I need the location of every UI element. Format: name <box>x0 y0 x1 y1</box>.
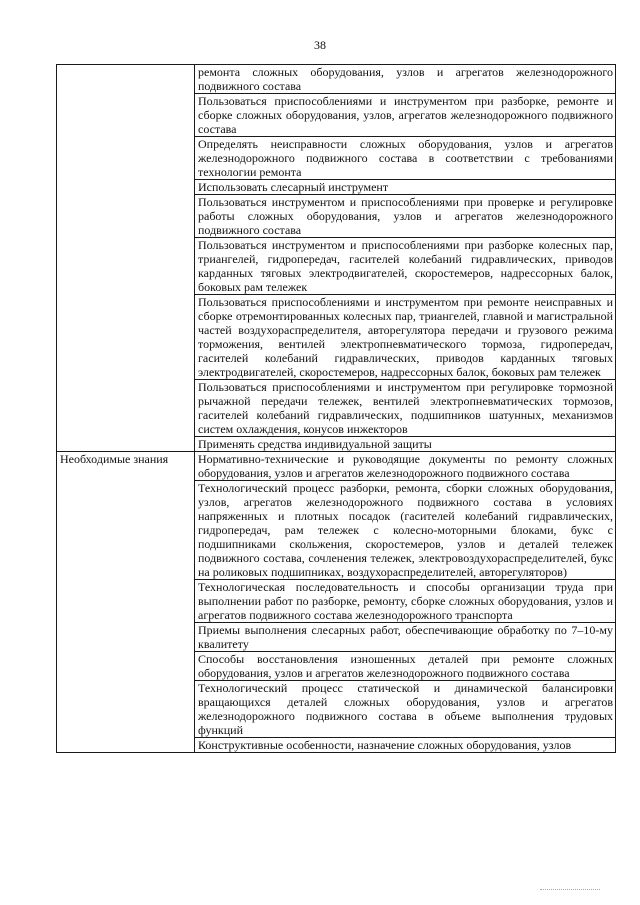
requirement-item: Пользоваться приспособлениями и инструментом при регулировке тормозной рычажной передачи тележек, вентилей электропневматических тормозов, гасителей колебаний гидравлических, подшипников шатунных, механизмов систем охлаждения, конусов инжекторов <box>195 380 616 437</box>
requirement-item: Технологический процесс статической и динамической балансировки вращающихся деталей сложных оборудования, узлов и агрегатов железнодорожного подвижного состава в объеме выполнения трудовых функций <box>195 681 616 738</box>
section-label <box>57 65 195 452</box>
competency-table <box>56 64 616 753</box>
requirement-item: Конструктивные особенности, назначение сложных оборудования, узлов <box>195 738 616 753</box>
requirement-item: Технологическая последовательность и способы организации труда при выполнении работ по разборке, ремонту, сборке сложных оборудования, узлов и агрегатов подвижного состава железнодорожного транспорта <box>195 580 616 623</box>
section-label: Необходимые знания <box>57 452 195 753</box>
requirement-item: Приемы выполнения слесарных работ, обеспечивающие обработку по 7–10-му квалитету <box>195 623 616 652</box>
requirement-item: Технологический процесс разборки, ремонта, сборки сложных оборудования, узлов, агрегатов железнодорожного подвижного состава в условиях напряженных и плотных посадок (гасителей колебаний гидравлических, гидропередач, рам тележек с колесно-моторными блоками, букс с подшипниками скольжения, скоростемеров, узлов и деталей тележек подвижного состава, сочленения тележек, электровоздухораспределителей, букс на роликовых подшипниках, воздухораспределителей, авторегуляторов) <box>195 481 616 580</box>
table-row <box>57 65 616 94</box>
requirement-item: Пользоваться инструментом и приспособлениями при разборке колесных пар, триангелей, гидропередач, гасителей колебаний гидравлических, приводов карданных тяговых электродвигателей, скоростемеров, надрессорных балок, боковых рам тележек <box>195 238 616 295</box>
table-row <box>57 452 616 481</box>
requirement-item: Пользоваться инструментом и приспособлениями при проверке и регулировке работы сложных оборудования, узлов и агрегатов железнодорожного подвижного состава <box>195 195 616 238</box>
requirement-item: Способы восстановления изношенных деталей при ремонте сложных оборудования, узлов и агрегатов железнодорожного подвижного состава <box>195 652 616 681</box>
requirement-item: Пользоваться приспособлениями и инструментом при ремонте неисправных и сборке отремонтированных колесных пар, триангелей, главной и магистральной частей воздухораспределителя, авторегулятора передачи и грузового режима торможения, вентилей электропневматического тормоза, гидропередач, гасителей колебаний гидравлических, приводов карданных тяговых электродвигателей, скоростемеров, надрессорных балок, боковых рам тележек <box>195 295 616 380</box>
scan-artifact <box>540 889 600 891</box>
requirement-item: Нормативно-технические и руководящие документы по ремонту сложных оборудования, узлов и агрегатов железнодорожного подвижного состава <box>195 452 616 481</box>
competency-table-body <box>57 65 616 753</box>
requirement-item: Определять неисправности сложных оборудования, узлов и агрегатов железнодорожного подвижного состава в соответствии с требованиями технологии ремонта <box>195 137 616 180</box>
page-number: 38 <box>314 38 326 52</box>
requirement-item: Применять средства индивидуальной защиты <box>195 437 616 452</box>
requirement-item: Использовать слесарный инструмент <box>195 180 616 195</box>
requirement-item: ремонта сложных оборудования, узлов и агрегатов железнодорожного подвижного состава <box>195 65 616 94</box>
requirement-item: Пользоваться приспособлениями и инструментом при разборке, ремонте и сборке сложных оборудования, узлов, агрегатов железнодорожного подвижного состава <box>195 94 616 137</box>
